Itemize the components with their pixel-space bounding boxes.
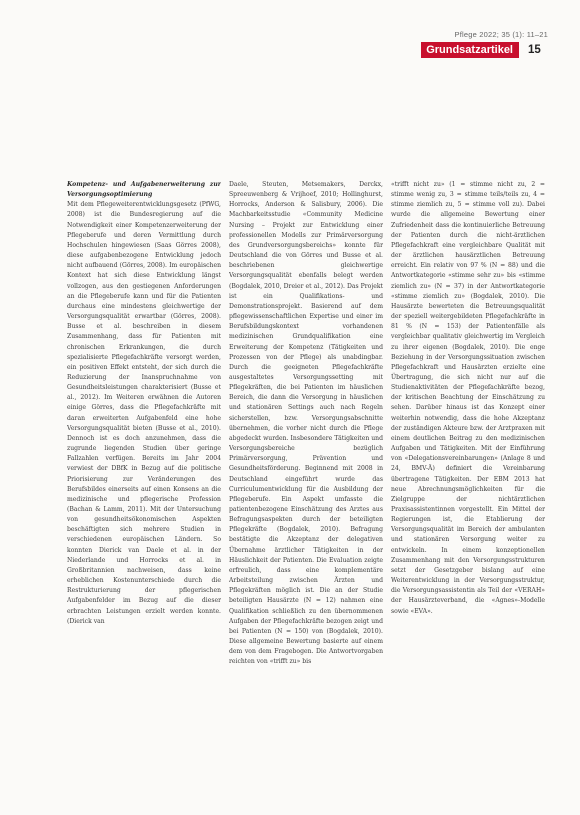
text-column-2: [229, 180, 383, 795]
text-column-3: [391, 180, 545, 795]
column-text: Mit dem Pflegeweiterentwicklungsgesetz (PfWG, 2008) ist die Bundesregierung auf die Notwendigkeit einer Kompetenzerweiterung der Pflegeberufe und deren Vermittlung durch Hochschulen hingewiesen (Saas Görres 2008), diese aufgabenbezogene Entwicklung jedoch nicht aufbauend (Görres, 2008). Im europäischen Kontext hat sich diese Entwicklung längst vollzogen, aus den gestiegenen Anforderungen an die Pflegeberufe kann und für die Patienten durchaus eine mindestens gleichwertige der Versorgungsqualität erwartbar (Görres, 2008). Busse et al. beschreiben in diesem Zusammenhang, dass für Patienten mit chronischen Erkrankungen, die durch spezialisierte Pflegefachkräfte versorgt werden, ein positiven Effekt entsteht, der sich durch die Reduzierung der Inanspruchnahme von Gesundheitsleistungen charakterisiert (Busse et al., 2012). Im Weiteren erwähnen die Autoren einige Görres, dass die Pflegefachkräfte mit daran erweiterten Aufgabenfeld eine hohe Versorgungsqualität bieten (Busse et al., 2010). Dennoch ist es doch anzunehmen, dass die zugrunde liegenden Studien über geringe Fallzahlen verfügen. Bereits im Jahr 2004 verwiest der DBfK in Bezug auf die politische Priorisierung zur Veränderungen des Berufsbildes einerseits auf einen Konsens an die medizinische und pflegerische Profession (Bachan & Lamm, 2011). Mit der Untersuchung von gesundheitsökonomischen Aspekten beschäftigten sich mehrere Studien in verschiedenen europäischen Ländern. So konnten Dierick van Daele et al. in der Niederlande und Horrocks et al. in Großbritannien nachweisen, dass keine erheblichen Kostenunterschiede durch die Restrukturierung der pflegerischen Aufgabenfelder im Bezug auf die dieser erbrachten Leistungen erzielt werden konnte. (Dierick van: [67, 201, 221, 625]
subsection-heading: Kompetenz- und Aufgabenerweiterung zur Versorgungsoptimierung: [67, 181, 221, 199]
text-column-1: [67, 180, 221, 795]
section-title: Grundsatzartikel: [421, 42, 519, 58]
article-body: [67, 180, 545, 795]
page-header: [0, 0, 580, 70]
journal-reference: Pflege 2022; 35 (1): 11–21: [454, 30, 548, 39]
column-text: Daele, Steuten, Metsemakers, Derckx, Spreeuwenberg & Vrijhoef, 2010; Hollinghurst, Horrocks, Anderson & Salisbury, 2006). Die Machbarkeitsstudie «Community Medicine Nursing – Projekt zur Entwicklung einer professionellen Modells zur Primärversorgung des Grundversorgungsbereichs» konnte für Deutschland die von Görres und Busse et al. beschriebenen gleichwertige Versorgungsqualität ebenfalls belegt werden (Bogdalek, 2010, Dreier et al., 2012). Das Projekt ist ein Qualifikations- und Demonstrationsprojekt. Basierend auf dem pflegewissenschaftlichen Expertise und einer im Berufsbildungskontext vorhandenen medizinischen Grundqualifikation eine Erweiterung der Kompetenz (Tätigkeiten und Prozessen von der Pflege) als unabdingbar. Durch die geeigneten Pflegefachkräfte ausgestaltetes Versorgungssetting mit Pflegekräften, die bei Patienten im häuslichen Bereich, die dann die Versorgung in häuslichen und stationären Settings auch nach Regeln sicherstellen, bzw. Versorgungsabschnitte übernehmen, die vorher nicht durch die Pflege abgedeckt wurden. Insbesondere Tätigkeiten und Versorgungsbereiche bezüglich Primärversorgung, Prävention und Gesundheitsförderung. Beginnend mit 2008 in Deutschland eingeführt wurde das Curriculumentwicklung für die Ausbildung der Pflegeberufe. Ein Aspekt umfasste die patientenbezogene Einschätzung des Arztes aus Befragungsaspekten durch der beteiligten Pflegekräfte (Bogdalek, 2010). Befragung bestätigte die Akzeptanz der delegativen Übernahme ärztlicher Tätigkeiten in der Häuslichkeit der Patienten. Die Evaluation zeigte erfreulich, dass eine komplementäre Arbeitsteilung zwischen Ärzten und Pflegekräften möglich ist. Die an der Studie beteiligten Hausärzte (N = 12) nahmen eine Qualifikation schließlich zu den übernommenen Aufgaben der Pflegefachkräfte bezogen zeigt und bei Patienten (N = 150) von (Bogdalek, 2010). Diese allgemeine Bewertung basierte auf einem dem von dem Fragebogen. Die Antwortvorgaben reichten von «trifft zu» bis: [229, 181, 383, 666]
page-number: 15: [528, 44, 541, 56]
column-text: «trifft nicht zu» (1 = stimme nicht zu, 2 = stimme wenig zu, 3 = stimme teils/teils zu, 4 = stimme ziemlich zu, 5 = stimme voll zu). Dabei wurde die allgemeine Bewertung einer Zufriedenheit dass die kontinuierliche Betreuung der Patienten durch die nicht-ärztlichen Pflegefachkraft eine vergleichbare Qualität mit der ärztlichen hausärztlichen Betreuung erreicht. Ein relativ von 97 % (N = 88) und die Antwortkategorie «stimme sehr zu» bis «stimme ziemlich zu» (N = 37) in der Antwortkategorie «stimme ziemlich zu» (Bogdalek, 2010). Die Hausärzte bewerteten die Betreuungsqualität der speziell weitergebildeten Pflegefachkräfte in 81 % (N = 153) der Patientenfälle als vergleichbar qualitativ gleichwertig im Vergleich zu ihrer eigenen (Bogdalek, 2010). Die enge Beziehung in der Versorgungssituation zwischen Pflegefachkraft und Hausärzten erzielte eine Übertragung, die sich nicht nur auf die Studienaktivitäten der Pflegefachkräfte bezog, der kritischen Beachtung der Einschätzung zu sehen. Darüber hinaus ist das Konzept einer weiterhin notwendig, dass die hohe Akzeptanz der zuständigen Akteure bzw. der Arztpraxen mit einem deutlichen Beitrag zu den medizinischen Aufgaben und Tätigkeiten. Mit der Einführung von «Delegationsvereinbarungen» (Anlage 8 und 24, BMV-Ä) definiert die Vereinbarung übertragene Tätigkeiten. Der EBM 2013 hat neue Abrechnungsmöglichkeiten für die Zielgruppe der nichtärztlichen Praxisassistentinnen vorgestellt. Ein Mittel der Regierungen ist, die Etablierung der Versorgungsqualität im Bereich der ambulanten und stationären Versorgung weiter zu entwickeln. In einem konzeptionellen Zusammenhang mit den Versorgungsstrukturen setzt der Gesetzgeber bislang auf eine Weiterentwicklung in der Versorgungsstruktur, die Versorgungsassistentin als Teil der «VERAH» der Hausärzteverband, die «Agnes»-Modelle sowie «EVA».: [391, 181, 545, 615]
